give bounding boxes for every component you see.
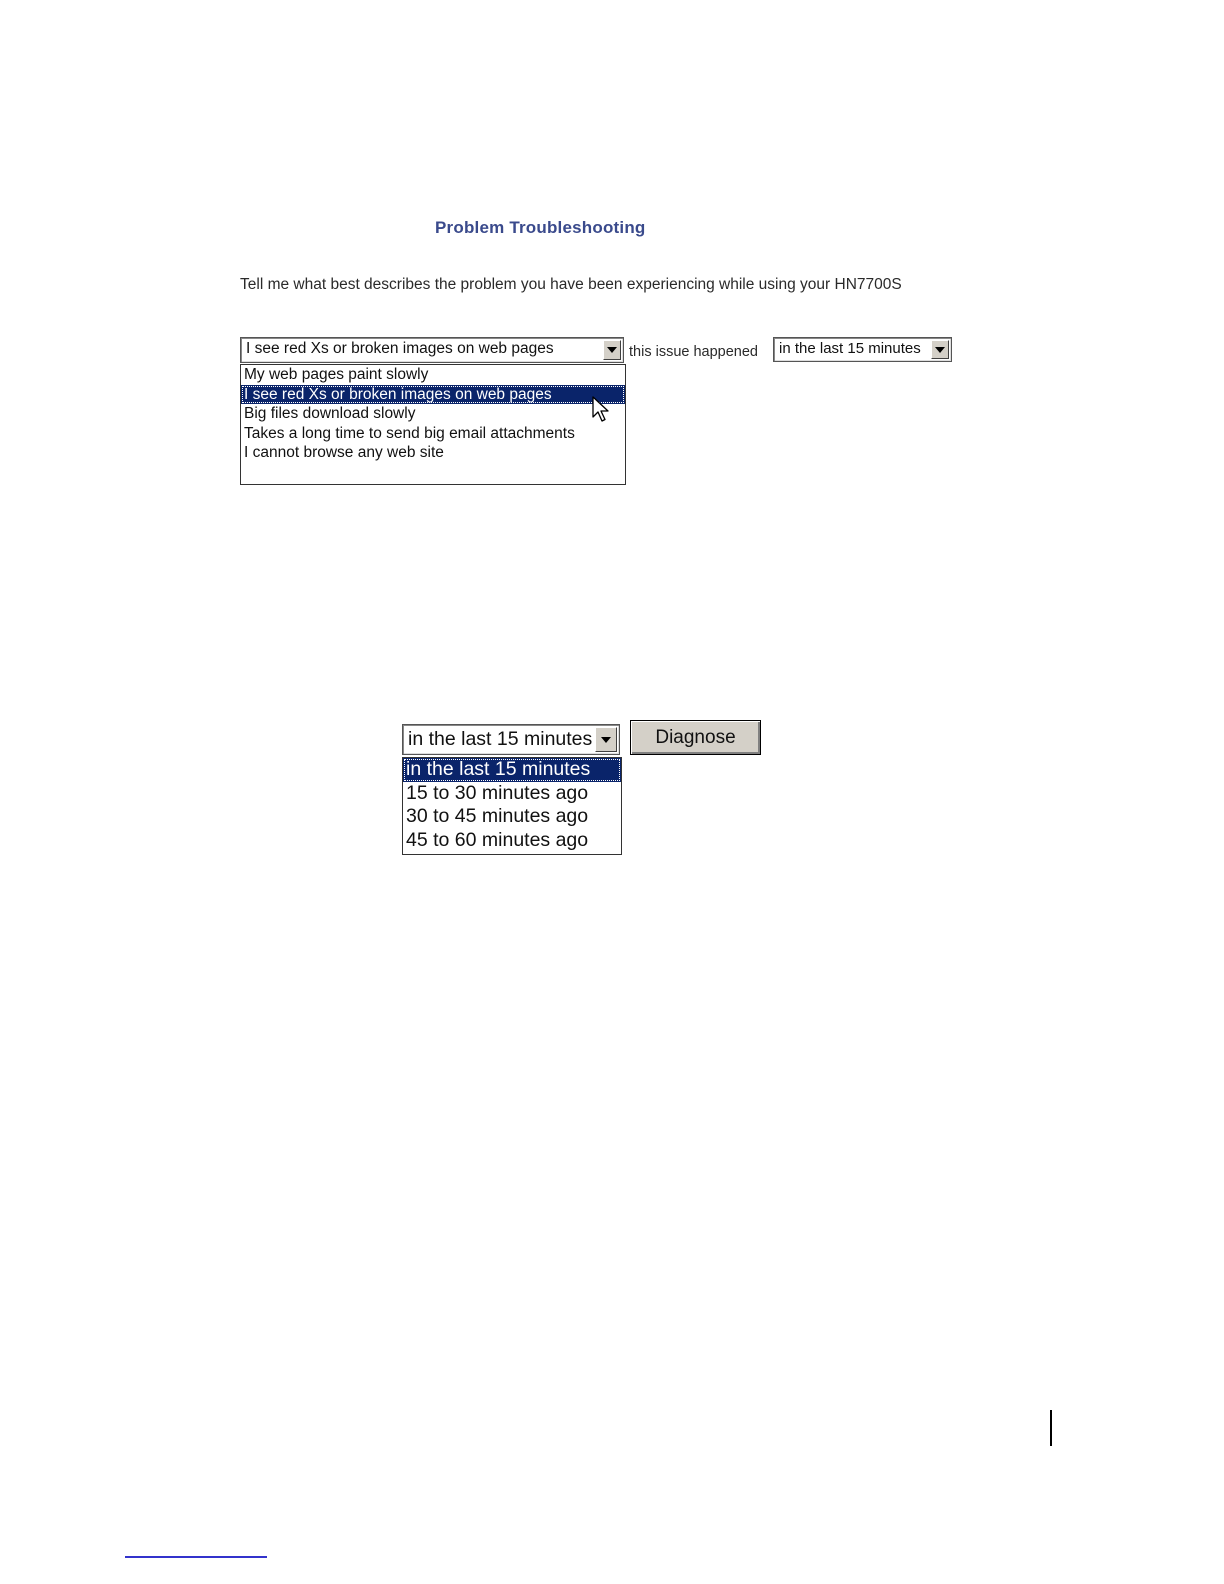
problem-select[interactable] (240, 337, 624, 363)
problem-options-list (240, 364, 626, 485)
option-item[interactable]: 45 to 60 minutes ago (406, 828, 589, 851)
time-options-list (402, 757, 622, 855)
option-item[interactable]: I cannot browse any web site (244, 444, 444, 462)
time-select-large-dropdown-button[interactable] (595, 727, 617, 752)
time-select-large[interactable] (402, 724, 620, 755)
time-select-large-value: in the last 15 minutes (408, 728, 593, 750)
option-item[interactable]: 30 to 45 minutes ago (406, 805, 589, 828)
option-item[interactable]: I see red Xs or broken images on web pages (241, 385, 625, 405)
option-item[interactable]: Big files download slowly (244, 405, 416, 423)
option-item[interactable]: 15 to 30 minutes ago (406, 781, 589, 804)
option-item[interactable]: Takes a long time to send big email attachments (244, 424, 575, 442)
time-select-small[interactable] (773, 337, 952, 362)
chevron-down-icon (601, 737, 611, 743)
connector-text: this issue happened (629, 344, 758, 360)
diagnose-button[interactable]: Diagnose (630, 720, 761, 755)
time-select-small-value: in the last 15 minutes (779, 340, 921, 357)
page-margin-bar (1050, 1410, 1052, 1446)
mouse-pointer-icon (591, 396, 611, 424)
option-item[interactable]: in the last 15 minutes (403, 758, 621, 782)
footer-rule (125, 1556, 267, 1558)
time-select-small-dropdown-button[interactable] (931, 340, 949, 359)
chevron-down-icon (935, 347, 945, 353)
option-item[interactable]: My web pages paint slowly (244, 366, 429, 383)
problem-prompt: Tell me what best describes the problem you have been experiencing while using your HN7700S (240, 276, 902, 293)
page-title: Problem Troubleshooting (435, 218, 646, 237)
chevron-down-icon (607, 347, 617, 353)
problem-select-value: I see red Xs or broken images on web pages (246, 340, 554, 357)
problem-select-dropdown-button[interactable] (603, 340, 621, 360)
